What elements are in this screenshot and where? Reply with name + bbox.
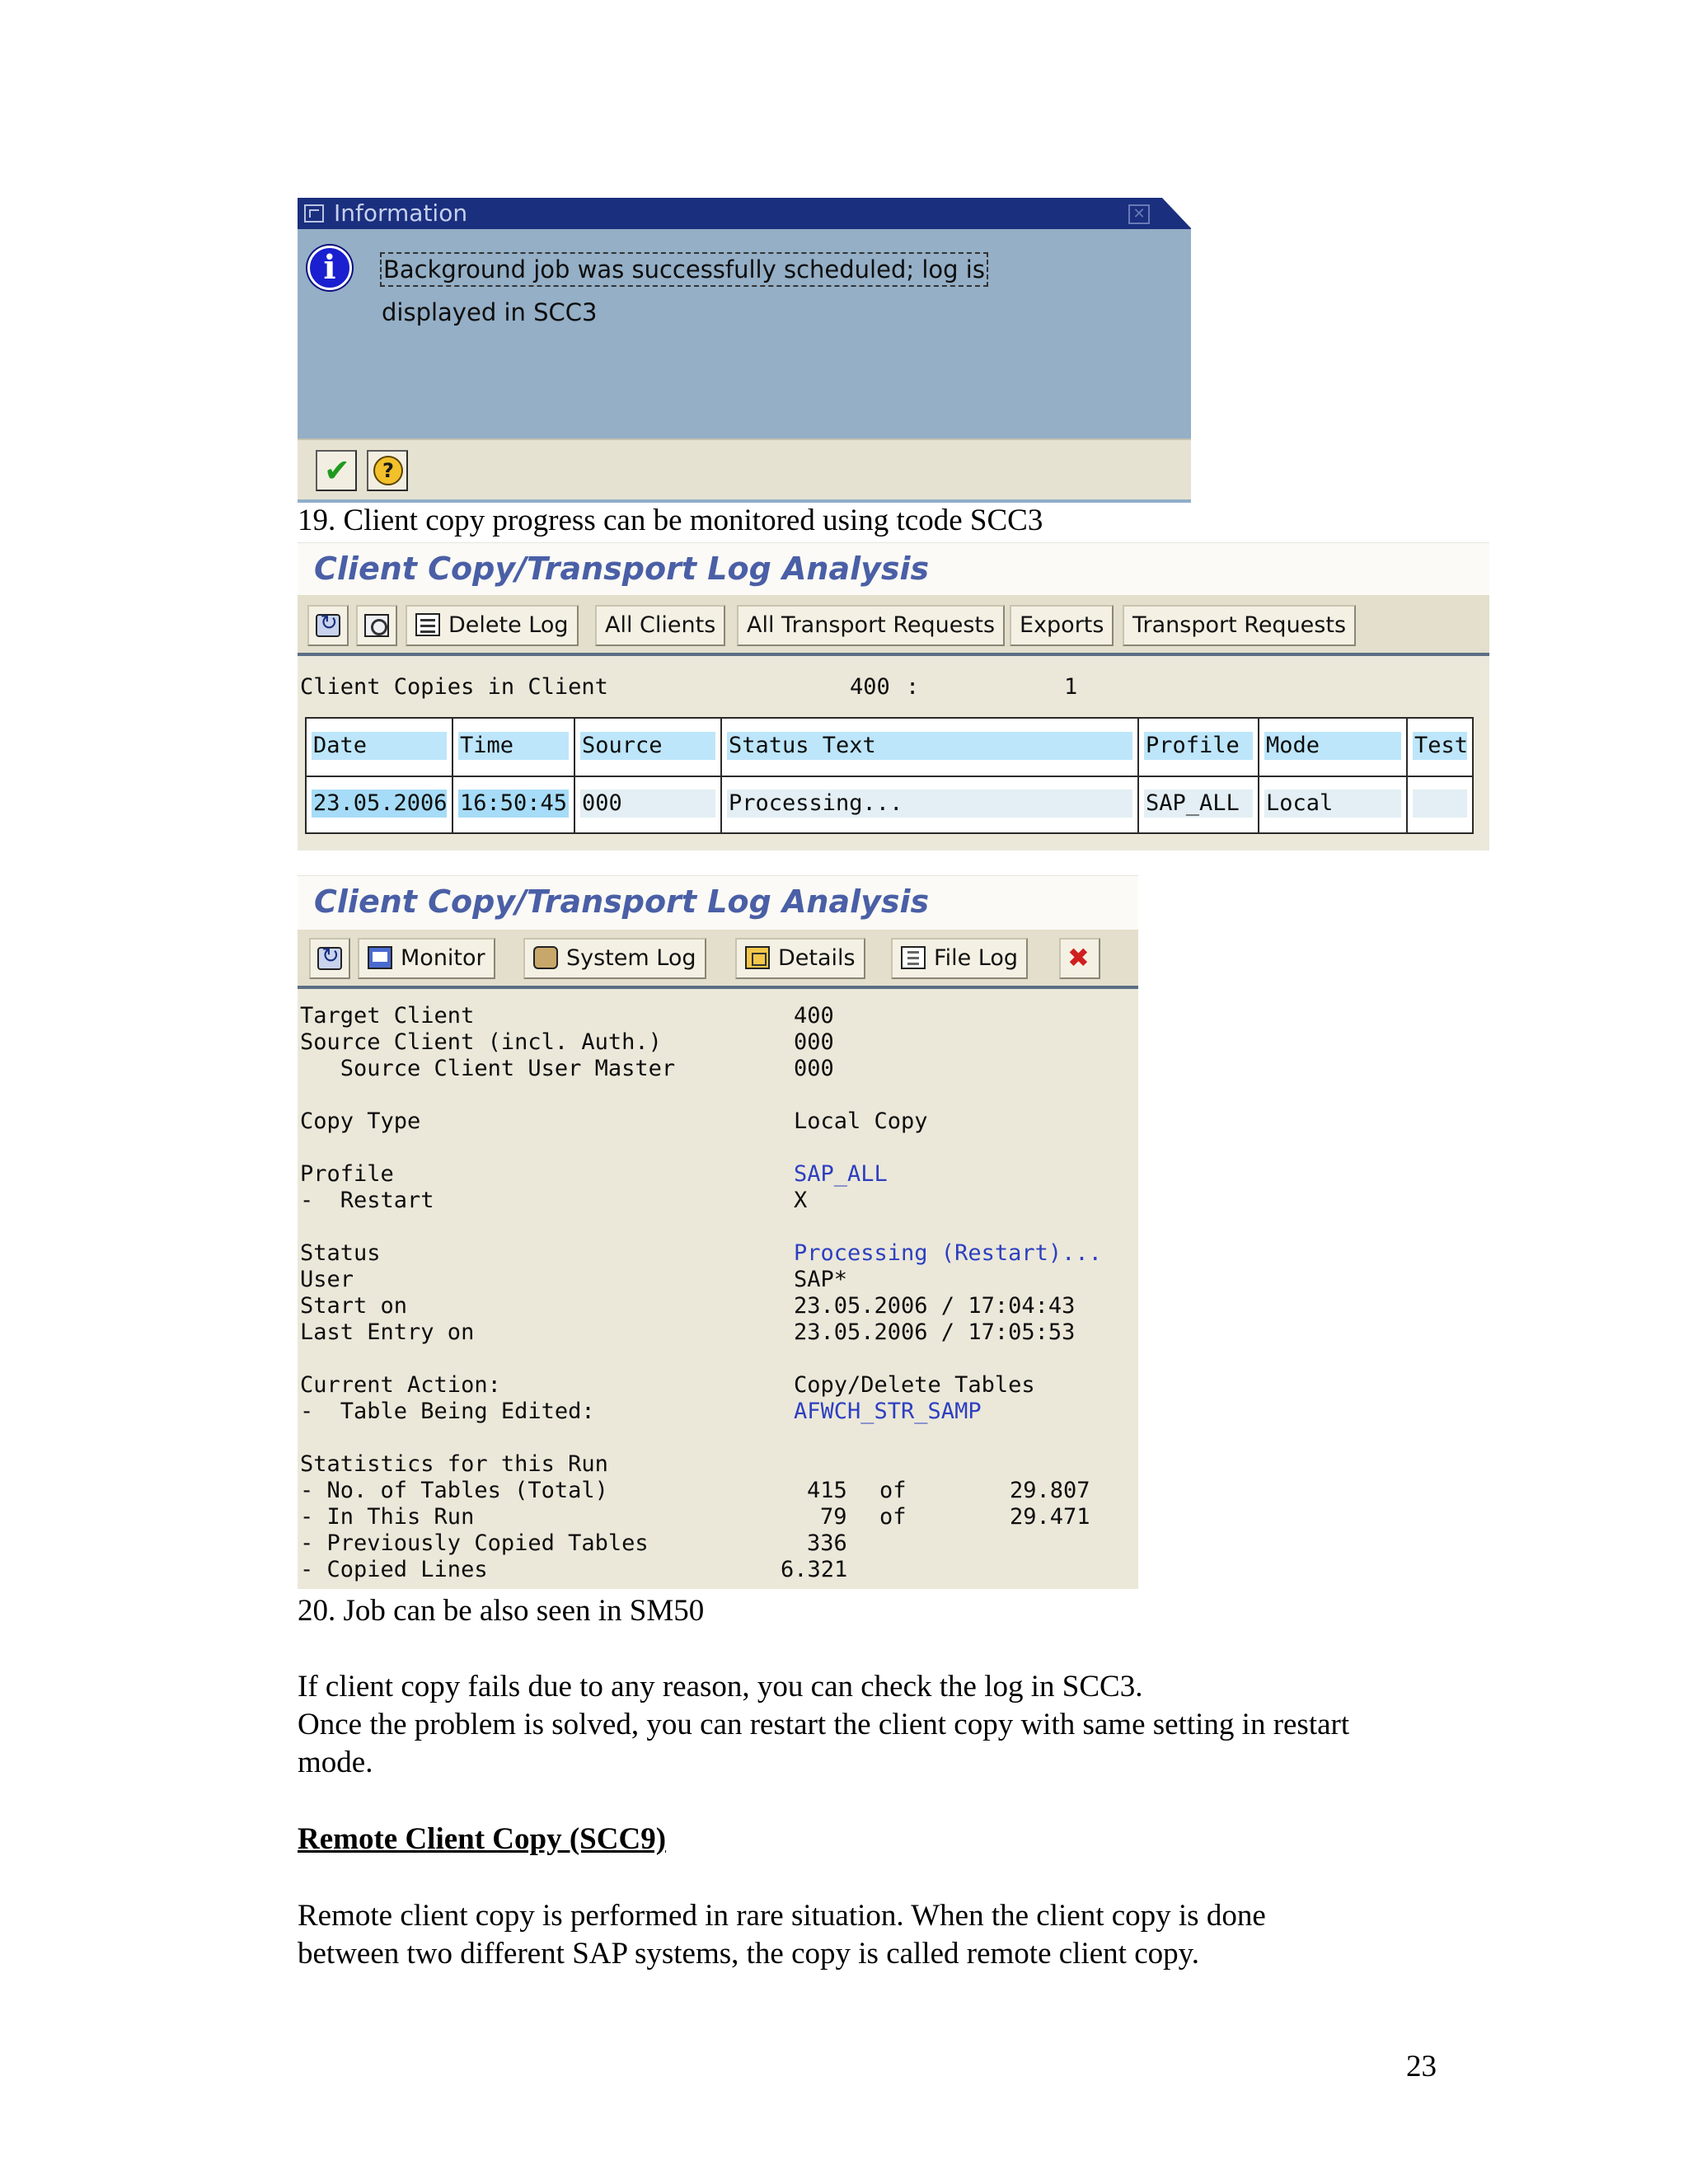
in-this-run-of: of	[879, 1504, 907, 1530]
dialog-titlebar	[298, 198, 1191, 229]
in-this-run-label: - In This Run	[300, 1504, 475, 1530]
source-user-master-label: Source Client User Master	[300, 1056, 676, 1081]
info-icon: i	[307, 246, 352, 290]
step-19-text: 19. Client copy progress can be monitored using tcode SCC3	[298, 504, 1043, 537]
details-label: Details	[778, 945, 856, 971]
file-log-icon	[901, 946, 926, 969]
paragraph-2-line-2: between two different SAP systems, the copy is called remote client copy.	[298, 1937, 1199, 1971]
user-value: SAP*	[794, 1267, 848, 1292]
user-label: User	[300, 1267, 354, 1292]
find-button[interactable]	[356, 605, 397, 646]
exports-button[interactable]: Exports	[1010, 605, 1114, 646]
last-entry-value: 23.05.2006 / 17:05:53	[794, 1319, 1076, 1345]
delete-log-button[interactable]	[406, 605, 579, 646]
dialog-message-line1: Background job was successfully scheduled; log is	[380, 252, 988, 287]
table-cell-mode[interactable]: Local	[1264, 790, 1401, 818]
title-band	[298, 875, 1138, 930]
system-log-icon	[533, 946, 558, 969]
system-log-label: System Log	[566, 945, 696, 971]
table-cell-time[interactable]: 16:50:45	[460, 790, 568, 816]
window-icon	[304, 204, 324, 223]
current-action-value: Copy/Delete Tables	[794, 1372, 1035, 1398]
restart-value: X	[794, 1188, 808, 1213]
restart-label: - Restart	[300, 1188, 434, 1213]
system-log-button[interactable]	[523, 938, 706, 979]
column-header: Status Text	[727, 732, 1132, 760]
details-button[interactable]	[735, 938, 865, 979]
status-link[interactable]: Processing (Restart)...	[794, 1240, 1102, 1266]
source-client-value: 000	[794, 1029, 834, 1055]
ok-button[interactable]	[316, 450, 357, 491]
column-test	[1408, 719, 1472, 832]
table-cell-date[interactable]: 23.05.2006	[313, 790, 448, 816]
column-header: Date	[312, 732, 447, 760]
tables-total-max: 29.807	[1010, 1478, 1090, 1503]
screen-title: Client Copy/Transport Log Analysis	[314, 551, 930, 587]
application-toolbar	[298, 595, 1489, 656]
details-icon	[745, 946, 770, 969]
all-clients-button[interactable]: All Clients	[595, 605, 725, 646]
start-on-label: Start on	[300, 1293, 408, 1319]
log-detail-panel	[298, 875, 1138, 1589]
close-icon[interactable]: ✕	[1128, 204, 1150, 224]
title-band	[298, 542, 1489, 595]
column-header: Time	[458, 732, 569, 760]
profile-link[interactable]: SAP_ALL	[794, 1161, 888, 1187]
log-list-panel	[298, 542, 1489, 851]
refresh-button[interactable]	[309, 938, 350, 979]
dialog-title: Information	[334, 199, 468, 227]
refresh-button[interactable]	[307, 605, 349, 646]
delete-log-label: Delete Log	[448, 612, 569, 638]
column-header: Profile	[1144, 732, 1253, 760]
monitor-label: Monitor	[401, 945, 485, 971]
table-cell-source[interactable]: 000	[580, 790, 715, 818]
status-label: Status	[300, 1240, 381, 1266]
start-on-value: 23.05.2006 / 17:04:43	[794, 1293, 1076, 1319]
step-20-text: 20. Job can be also seen in SM50	[298, 1594, 705, 1628]
last-entry-label: Last Entry on	[300, 1319, 475, 1345]
cancel-button[interactable]	[1059, 938, 1100, 979]
help-button[interactable]	[367, 450, 408, 491]
column-date	[307, 719, 453, 832]
file-log-button[interactable]	[891, 938, 1028, 979]
dialog-footer	[298, 438, 1191, 503]
statistics-label: Statistics for this Run	[300, 1451, 608, 1477]
copied-lines-label: - Copied Lines	[300, 1557, 488, 1582]
page-number: 23	[1406, 2050, 1437, 2083]
separator: :	[906, 674, 920, 700]
prev-copied-value: 336	[807, 1530, 847, 1556]
paragraph-1-line-2: Once the problem is solved, you can restart the client copy with same setting in restart	[298, 1708, 1350, 1741]
application-toolbar	[298, 930, 1138, 989]
table-cell-test[interactable]	[1413, 790, 1467, 818]
target-client-value: 400	[794, 1003, 834, 1029]
cancel-icon	[1067, 947, 1092, 970]
column-mode	[1259, 719, 1408, 832]
profile-label: Profile	[300, 1161, 394, 1187]
current-action-label: Current Action:	[300, 1372, 501, 1398]
in-this-run-value: 79	[820, 1504, 847, 1530]
client-copy-table	[305, 717, 1474, 834]
table-edited-link[interactable]: AFWCH_STR_SAMP	[794, 1399, 982, 1424]
refresh-icon	[317, 947, 342, 970]
tables-total-value: 415	[807, 1478, 847, 1503]
tables-total-of: of	[879, 1478, 907, 1503]
delete-log-icon	[415, 613, 440, 636]
transport-requests-button[interactable]: Transport Requests	[1123, 605, 1356, 646]
source-client-label: Source Client (incl. Auth.)	[300, 1029, 662, 1055]
copy-type-label: Copy Type	[300, 1108, 421, 1134]
client-number: 400	[850, 674, 890, 700]
table-cell-status[interactable]: Processing...	[727, 790, 1132, 818]
dialog-message-line2: displayed in SCC3	[382, 298, 598, 326]
column-source	[575, 719, 722, 832]
all-transport-requests-button[interactable]: All Transport Requests	[737, 605, 1005, 646]
copy-type-value: Local Copy	[794, 1108, 928, 1134]
target-client-label: Target Client	[300, 1003, 475, 1029]
help-icon: ?	[373, 456, 403, 485]
table-edited-label: - Table Being Edited:	[300, 1399, 595, 1424]
column-header: Source	[580, 732, 715, 760]
column-header: Mode	[1264, 732, 1401, 760]
information-dialog	[298, 198, 1191, 503]
in-this-run-max: 29.471	[1010, 1504, 1090, 1530]
paragraph-2-line-1: Remote client copy is performed in rare situation. When the client copy is done	[298, 1899, 1266, 1933]
column-status-text	[722, 719, 1139, 832]
table-cell-profile[interactable]: SAP_ALL	[1144, 790, 1253, 818]
copy-count: 1	[1064, 674, 1078, 700]
paragraph-1-line-1: If client copy fails due to any reason, you can check the log in SCC3.	[298, 1670, 1143, 1704]
column-header: Test	[1414, 733, 1469, 758]
file-log-label: File Log	[934, 945, 1018, 971]
search-icon	[364, 614, 389, 637]
copied-lines-value: 6.321	[781, 1557, 848, 1582]
monitor-icon	[368, 946, 392, 969]
refresh-icon	[316, 614, 340, 637]
section-heading: Remote Client Copy (SCC9)	[298, 1822, 667, 1856]
paragraph-1-line-3: mode.	[298, 1746, 373, 1779]
monitor-button[interactable]	[358, 938, 495, 979]
screen-title: Client Copy/Transport Log Analysis	[314, 883, 930, 920]
prev-copied-label: - Previously Copied Tables	[300, 1530, 649, 1556]
column-profile	[1139, 719, 1259, 832]
source-user-master-value: 000	[794, 1056, 834, 1081]
client-copies-label: Client Copies in Client	[300, 674, 608, 700]
column-time	[453, 719, 575, 832]
tables-total-label: - No. of Tables (Total)	[300, 1478, 608, 1503]
checkmark-icon: ✔	[324, 452, 350, 489]
